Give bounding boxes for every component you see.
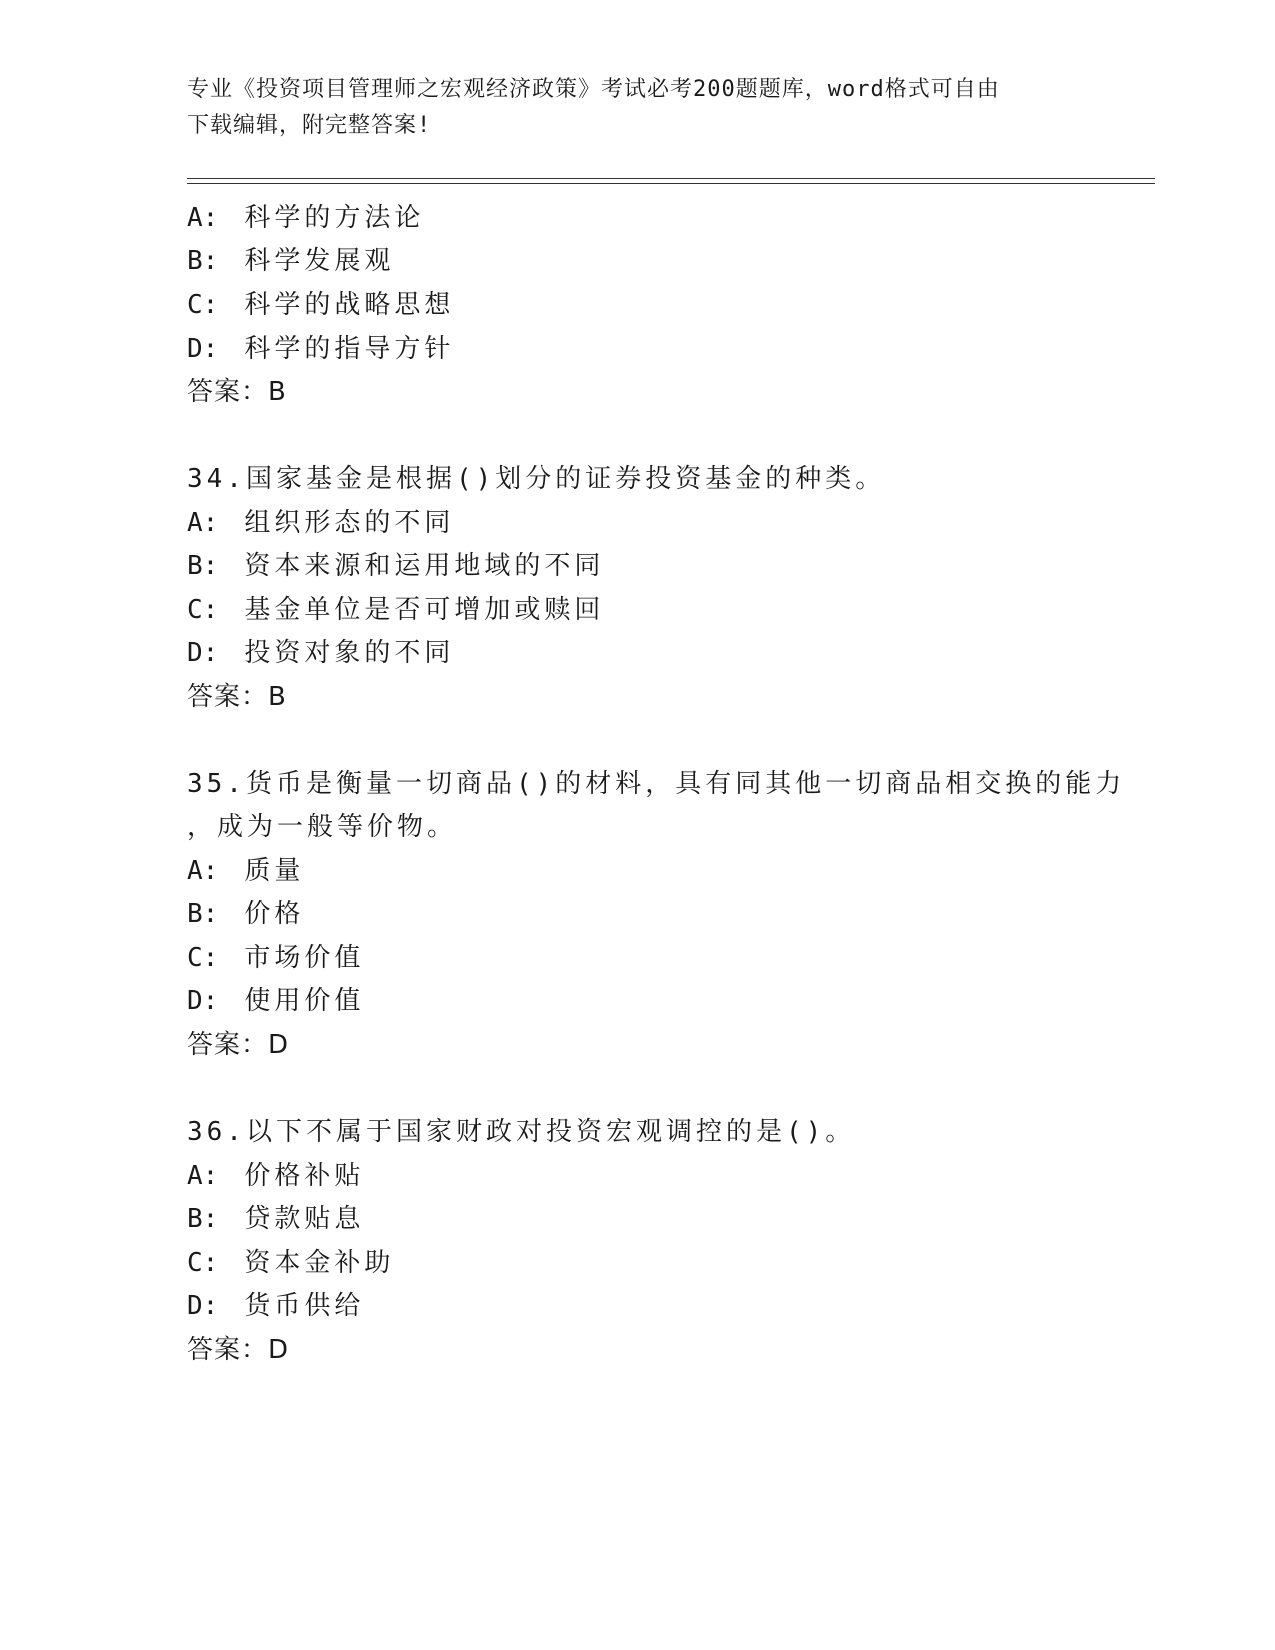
- q33-option-c: C: 科学的战略思想: [187, 290, 455, 320]
- q36-option-b: B: 贷款贴息: [187, 1204, 365, 1234]
- q33-option-d: D: 科学的指导方针: [187, 334, 455, 364]
- q33-option-b: B: 科学发展观: [187, 246, 395, 276]
- q36-option-a: A: 价格补贴: [187, 1161, 365, 1191]
- q35-option-d: D: 使用价值: [187, 986, 365, 1016]
- header-divider-bottom: [187, 183, 1155, 184]
- header-line-1: 专业《投资项目管理师之宏观经济政策》考试必考200题题库，word格式可自由: [187, 77, 1000, 102]
- q35-stem-line-1: 35.货币是衡量一切商品()的材料，具有同其他一切商品相交换的能力: [187, 769, 1126, 799]
- q34-option-a: A: 组织形态的不同: [187, 508, 455, 538]
- q35-option-b: B: 价格: [187, 899, 305, 929]
- q35-stem-line-2: ，成为一般等价物。: [187, 812, 458, 842]
- document-header: [187, 72, 1087, 144]
- q36-answer: 答案：D: [187, 1335, 290, 1365]
- q35-option-c: C: 市场价值: [187, 943, 365, 973]
- q34-answer: 答案：B: [187, 682, 287, 712]
- q34-option-c: C: 基金单位是否可增加或赎回: [187, 595, 605, 625]
- q36-option-c: C: 资本金补助: [187, 1248, 395, 1278]
- q33-option-a: A: 科学的方法论: [187, 203, 425, 233]
- header-line-2: 下载编辑，附完整答案!: [187, 113, 432, 138]
- q36-stem: 36.以下不属于国家财政对投资宏观调控的是()。: [187, 1117, 856, 1147]
- header-divider-top: [187, 178, 1155, 179]
- q34-option-b: B: 资本来源和运用地域的不同: [187, 551, 605, 581]
- q33-answer: 答案：B: [187, 377, 287, 407]
- q34-stem: 34.国家基金是根据()划分的证券投资基金的种类。: [187, 464, 886, 494]
- q34-option-d: D: 投资对象的不同: [187, 638, 455, 668]
- q35-answer: 答案：D: [187, 1030, 290, 1060]
- q35-option-a: A: 质量: [187, 856, 305, 886]
- q36-option-d: D: 货币供给: [187, 1291, 365, 1321]
